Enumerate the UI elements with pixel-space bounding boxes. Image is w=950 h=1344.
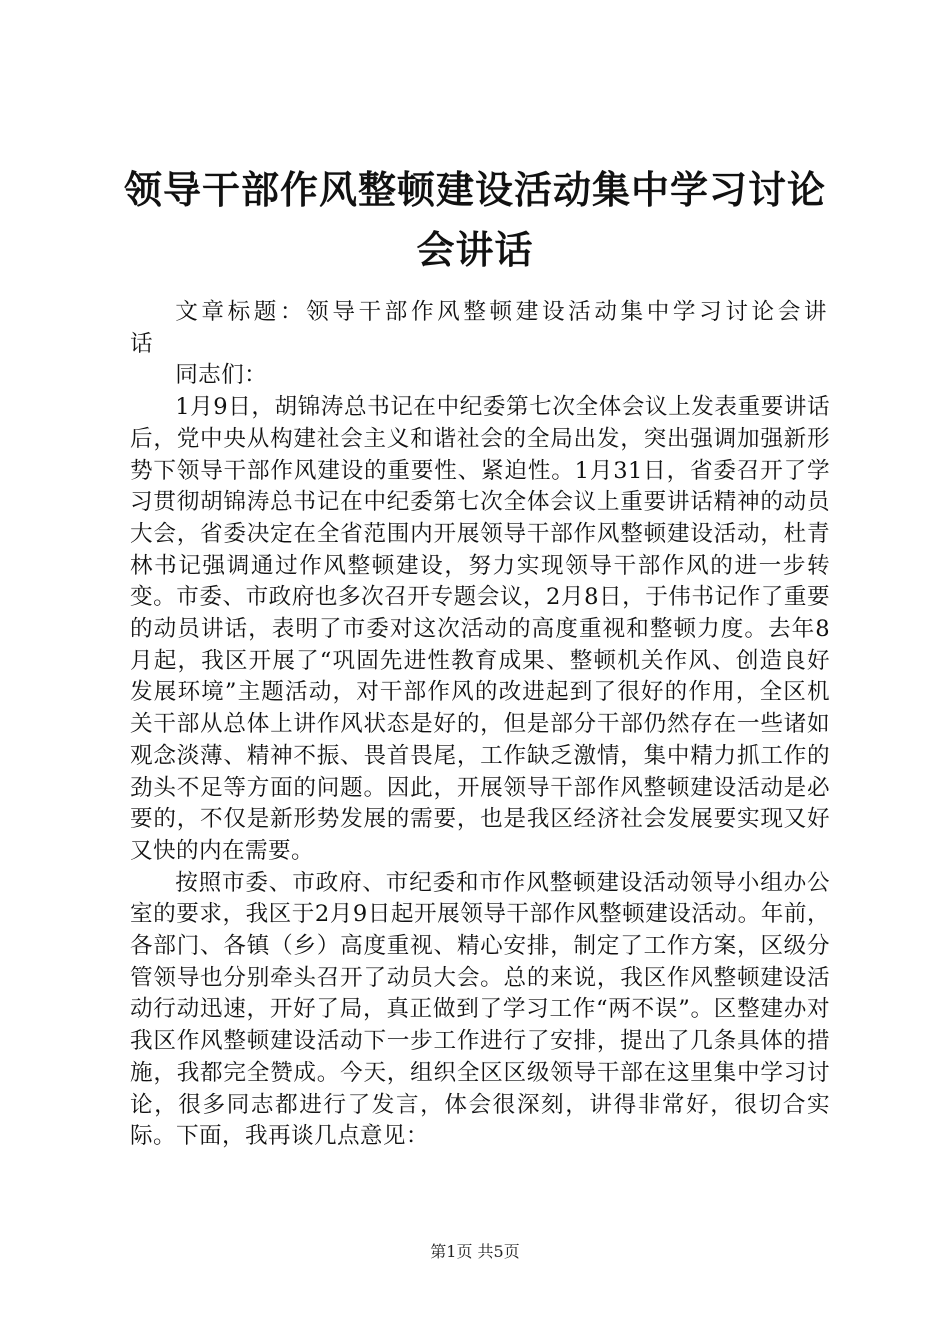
document-body	[130, 297, 830, 1153]
page-footer: 第1页 共5页	[430, 1242, 520, 1261]
document-title: 领导干部作风整顿建设活动集中学习讨论会讲话	[123, 168, 826, 272]
article-title-line: 文章标题：领导干部作风整顿建设活动集中学习讨论会讲话	[130, 299, 830, 357]
body-paragraph: 按照市委、市政府、市纪委和市作风整顿建设活动领导小组办公室的要求，我区于2月9日起开展领导干部作风整顿建设活动。年前，各部门、各镇（乡）高度重视、精心安排，制定了工作方案，区级分管领导也分别牵头召开了动员大会。总的来说，我区作风整顿建设活动行动迅速，开好了局，真正做到了学习工作“两不误”。区整建办对我区作风整顿建设活动下一步工作进行了安排，提出了几条具体的措施，我都完全赞成。今天，组织全区区级领导干部在这里集中学习讨论，很多同志都进行了发言，体会很深刻，讲得非常好，很切合实际。下面，我再谈几点意见：	[130, 869, 830, 1150]
salutation: 同志们：	[175, 362, 268, 389]
body-paragraph: 1月9日，胡锦涛总书记在中纪委第七次全体会议上发表重要讲话后，党中央从构建社会主义和谐社会的全局出发，突出强调加强新形势下领导干部作风建设的重要性、紧迫性。1月31日，省委召开了学习贯彻胡锦涛总书记在中纪委第七次全体会议上重要讲话精神的动员大会，省委决定在全省范围内开展领导干部作风整顿建设活动，杜青林书记强调通过作风整顿建设，努力实现领导干部作风的进一步转变。市委、市政府也多次召开专题会议，2月8日，于伟书记作了重要的动员讲话，表明了市委对这次活动的高度重视和整顿力度。去年8月起，我区开展了“巩固先进性教育成果、整顿机关作风、创造良好发展环境”主题活动，对干部作风的改进起到了很好的作用，全区机关干部从总体上讲作风状态是好的，但是部分干部仍然存在一些诸如观念淡薄、精神不振、畏首畏尾，工作缺乏激情，集中精力抓工作的劲头不足等方面的问题。因此，开展领导干部作风整顿建设活动是必要的，不仅是新形势发展的需要，也是我区经济社会发展要实现又好又快的内在需要。	[130, 394, 830, 864]
